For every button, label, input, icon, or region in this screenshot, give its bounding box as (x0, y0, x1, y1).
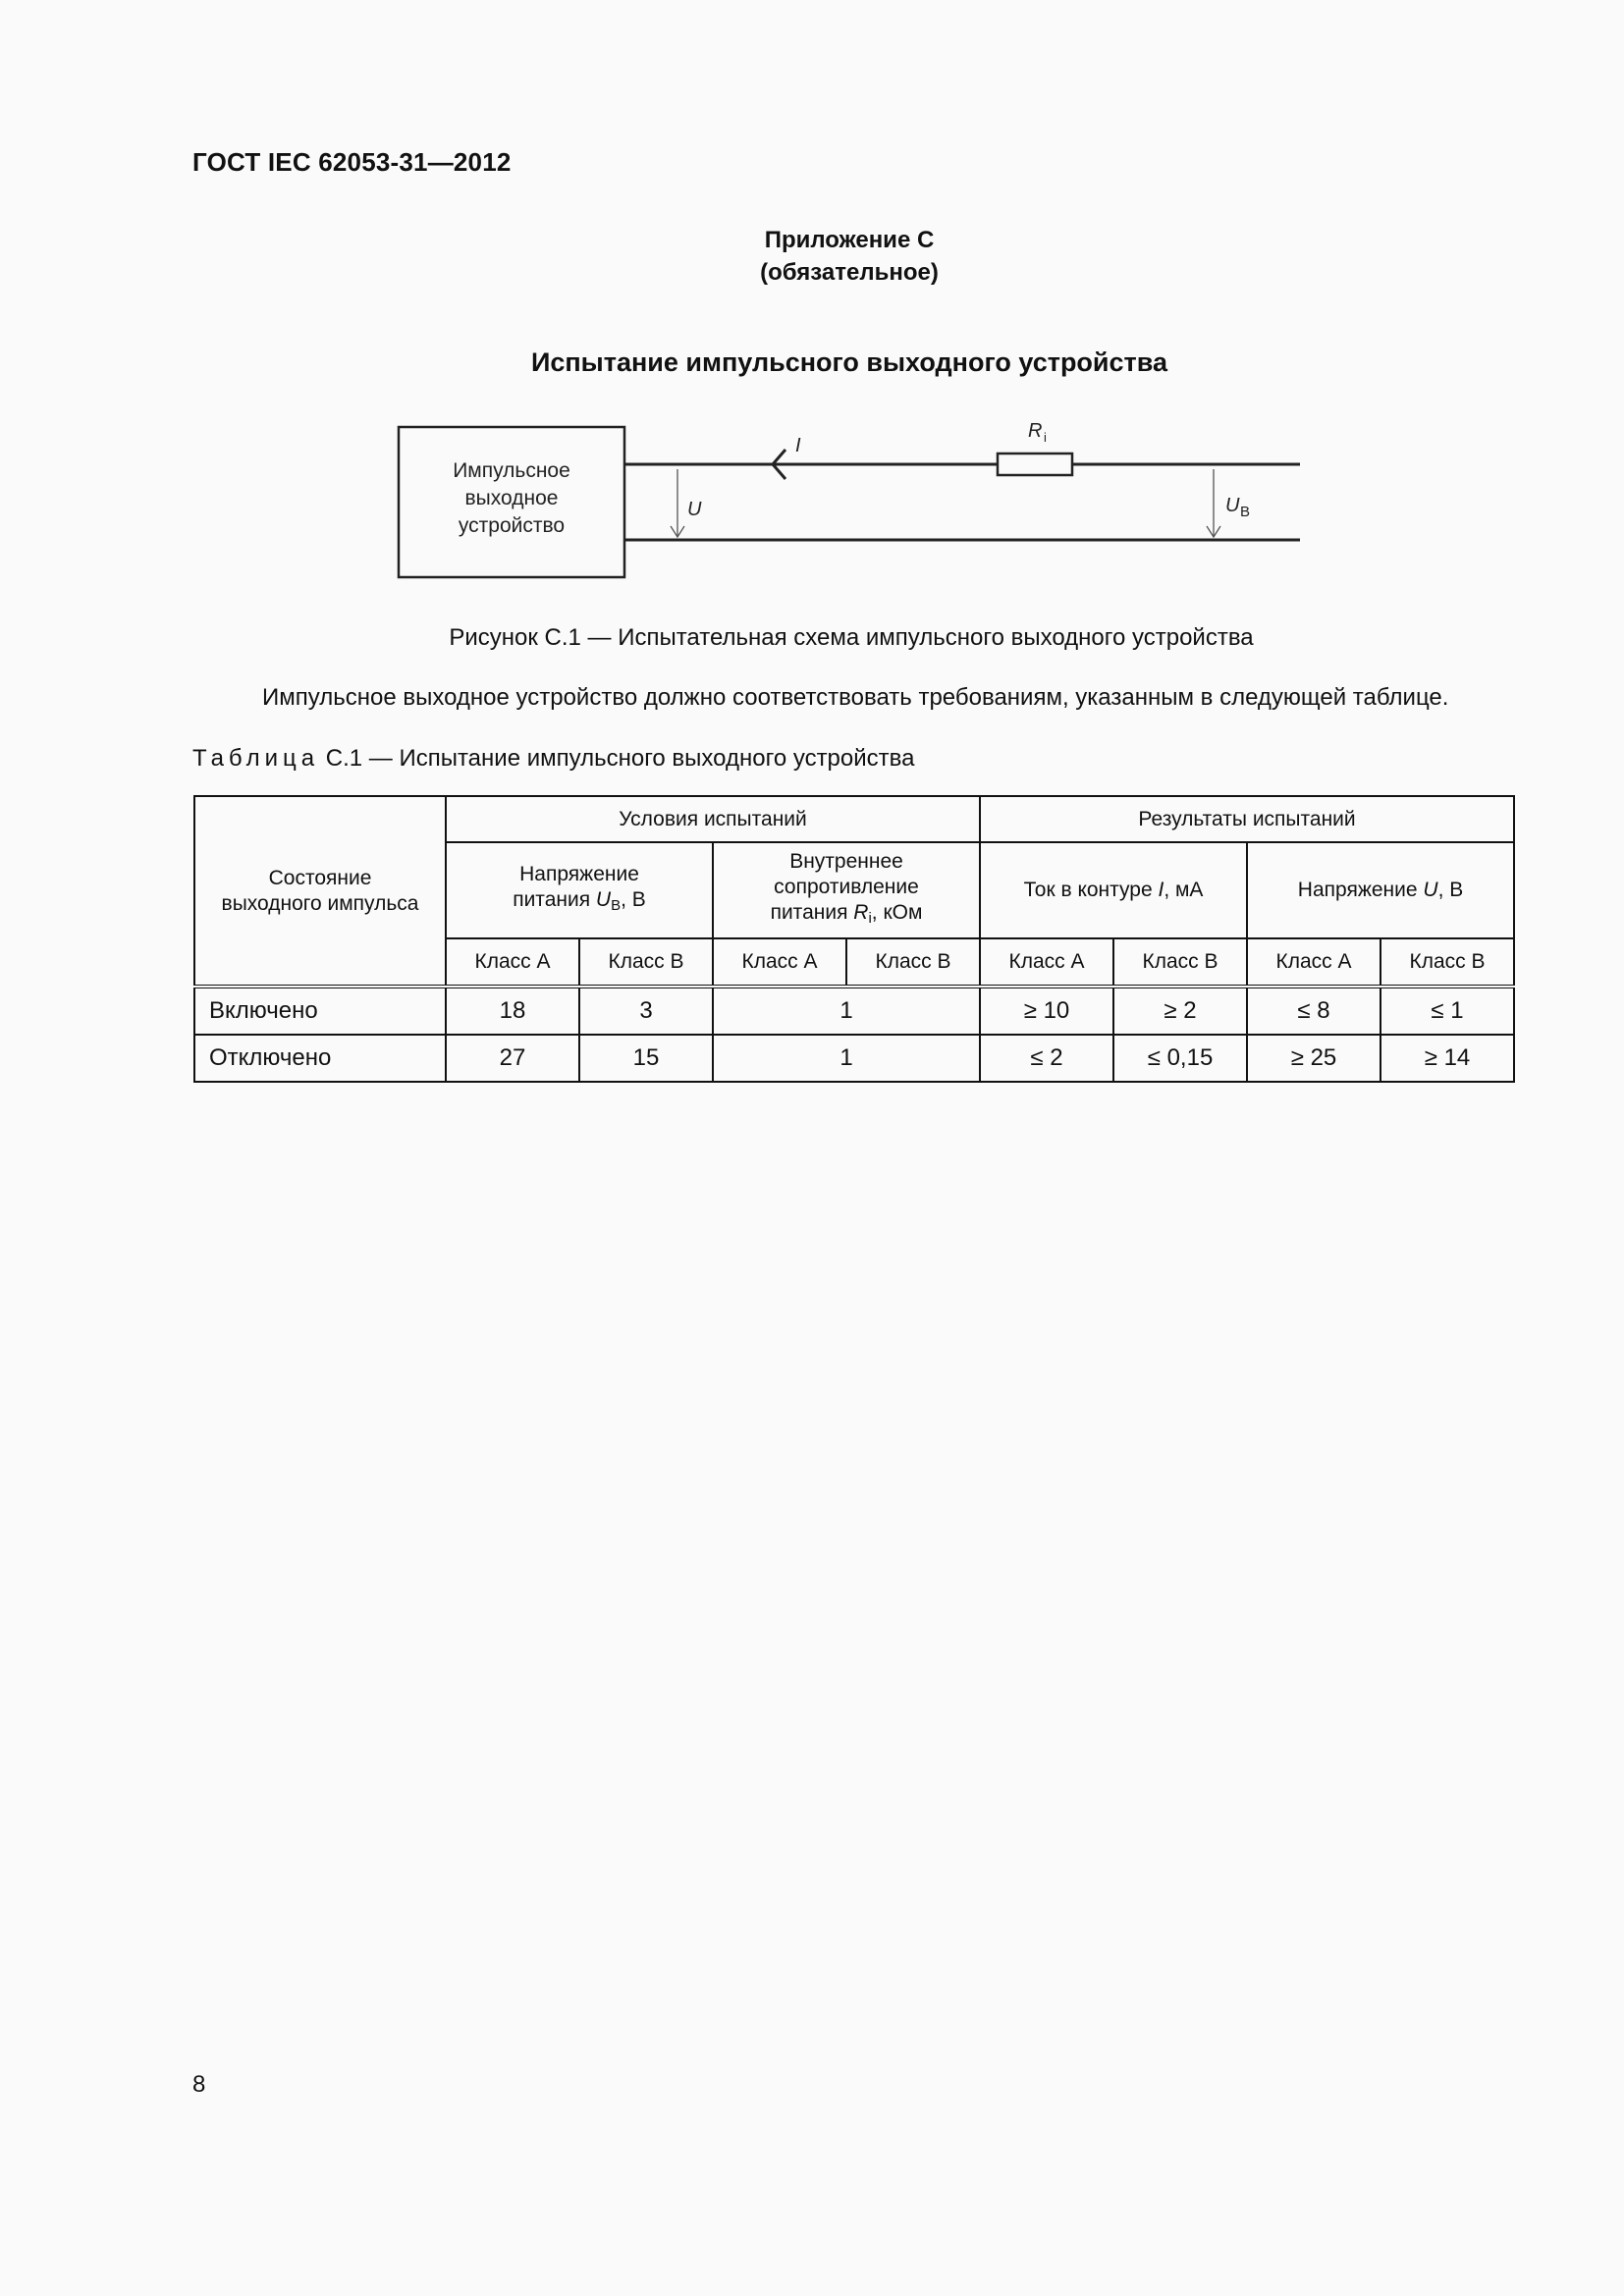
annex-title: Приложение С (764, 227, 935, 253)
supply-voltage-header-line2 (451, 887, 708, 919)
figure-caption: Рисунок С.1 — Испытательная схема импульсного выходного устройства (449, 624, 1254, 651)
internal-resistance-var: R (853, 901, 869, 924)
device-label-line2: выходное (464, 487, 559, 509)
section-title: Испытание импульсного выходного устройства (530, 347, 1168, 377)
internal-resistance-line3 (718, 900, 975, 932)
cell-ri: 1 (713, 987, 980, 1035)
class-b-header: Класс В (579, 938, 713, 987)
row-label: Отключено (194, 1035, 446, 1082)
table-caption (192, 745, 914, 773)
loop-current-header (980, 842, 1247, 938)
cell-u-a: ≤ 8 (1247, 987, 1380, 1035)
internal-resistance-line1: Внутреннее (789, 850, 903, 873)
loop-current-var: I (1158, 879, 1164, 901)
voltage-unit: , В (1437, 879, 1464, 901)
cell-u-a: ≥ 25 (1247, 1035, 1380, 1082)
cell-ri: 1 (713, 1035, 980, 1082)
supply-voltage-header-text: питания (513, 888, 596, 911)
loop-current-text: Ток в контуре (1023, 879, 1159, 901)
annex-heading (0, 224, 1624, 289)
cell-ub-a: 18 (446, 987, 579, 1035)
class-a-header: Класс А (446, 938, 579, 987)
cell-i-b: ≥ 2 (1113, 987, 1247, 1035)
class-b-header: Класс В (1113, 938, 1247, 987)
page-number: 8 (192, 2071, 206, 2098)
class-b-header: Класс В (846, 938, 980, 987)
cell-i-a: ≤ 2 (980, 1035, 1113, 1082)
resistor (998, 454, 1072, 475)
resistor-subscript: i (1044, 430, 1047, 445)
cell-ub-a: 27 (446, 1035, 579, 1082)
results-header: Результаты испытаний (980, 796, 1514, 842)
internal-resistance-sub: i (868, 910, 872, 927)
row-label: Включено (194, 987, 446, 1035)
table-caption-prefix: Таблица (192, 745, 320, 772)
table-caption-text: С.1 — Испытание импульсного выходного устройства (325, 745, 915, 772)
class-b-header: Класс В (1380, 938, 1514, 987)
class-a-header: Класс А (980, 938, 1113, 987)
device-label-line1: Импульсное (453, 459, 570, 482)
voltage-var: U (1423, 879, 1438, 901)
internal-resistance-line2: сопротивление (774, 876, 919, 898)
supply-voltage-unit: , В (621, 888, 646, 911)
loop-current-unit: , мА (1164, 879, 1204, 901)
resistor-label: R (1028, 420, 1043, 442)
current-label: I (795, 435, 801, 456)
cell-i-a: ≥ 10 (980, 987, 1113, 1035)
table-row (194, 987, 1514, 1035)
requirements-paragraph: Импульсное выходное устройство должно соответствовать требованиям, указанным в следующей таблице. (262, 684, 1449, 711)
document-code: ГОСТ IEC 62053-31—2012 (192, 147, 512, 177)
supply-voltage-sub: B (611, 897, 622, 914)
internal-resistance-unit: , кОм (871, 901, 923, 924)
test-circuit-diagram (393, 412, 1316, 589)
cell-u-b: ≥ 14 (1380, 1035, 1514, 1082)
class-a-header: Класс А (1247, 938, 1380, 987)
cell-u-b: ≤ 1 (1380, 987, 1514, 1035)
table-row (194, 1035, 1514, 1082)
supply-voltage-header-line1: Напряжение (519, 863, 639, 885)
internal-resistance-text: питания (770, 901, 854, 924)
supply-voltage-var: U (595, 888, 612, 911)
test-results-table (193, 795, 1515, 1083)
voltage-text: Напряжение (1297, 879, 1424, 901)
supply-voltage-label: U (1225, 495, 1240, 516)
conditions-header: Условия испытаний (446, 796, 980, 842)
annex-status: (обязательное) (760, 259, 939, 286)
state-header-line2: выходного импульса (221, 891, 419, 915)
internal-resistance-header (713, 842, 980, 938)
supply-voltage-subscript: B (1240, 504, 1251, 520)
cell-ub-b: 3 (579, 987, 713, 1035)
state-header (194, 796, 446, 987)
state-header-line1: Состояние (268, 866, 372, 889)
cell-i-b: ≤ 0,15 (1113, 1035, 1247, 1082)
device-label-line3: устройство (458, 514, 566, 537)
supply-voltage-header (446, 842, 713, 938)
voltage-header (1247, 842, 1514, 938)
voltage-label: U (687, 499, 702, 520)
class-a-header: Класс А (713, 938, 846, 987)
cell-ub-b: 15 (579, 1035, 713, 1082)
